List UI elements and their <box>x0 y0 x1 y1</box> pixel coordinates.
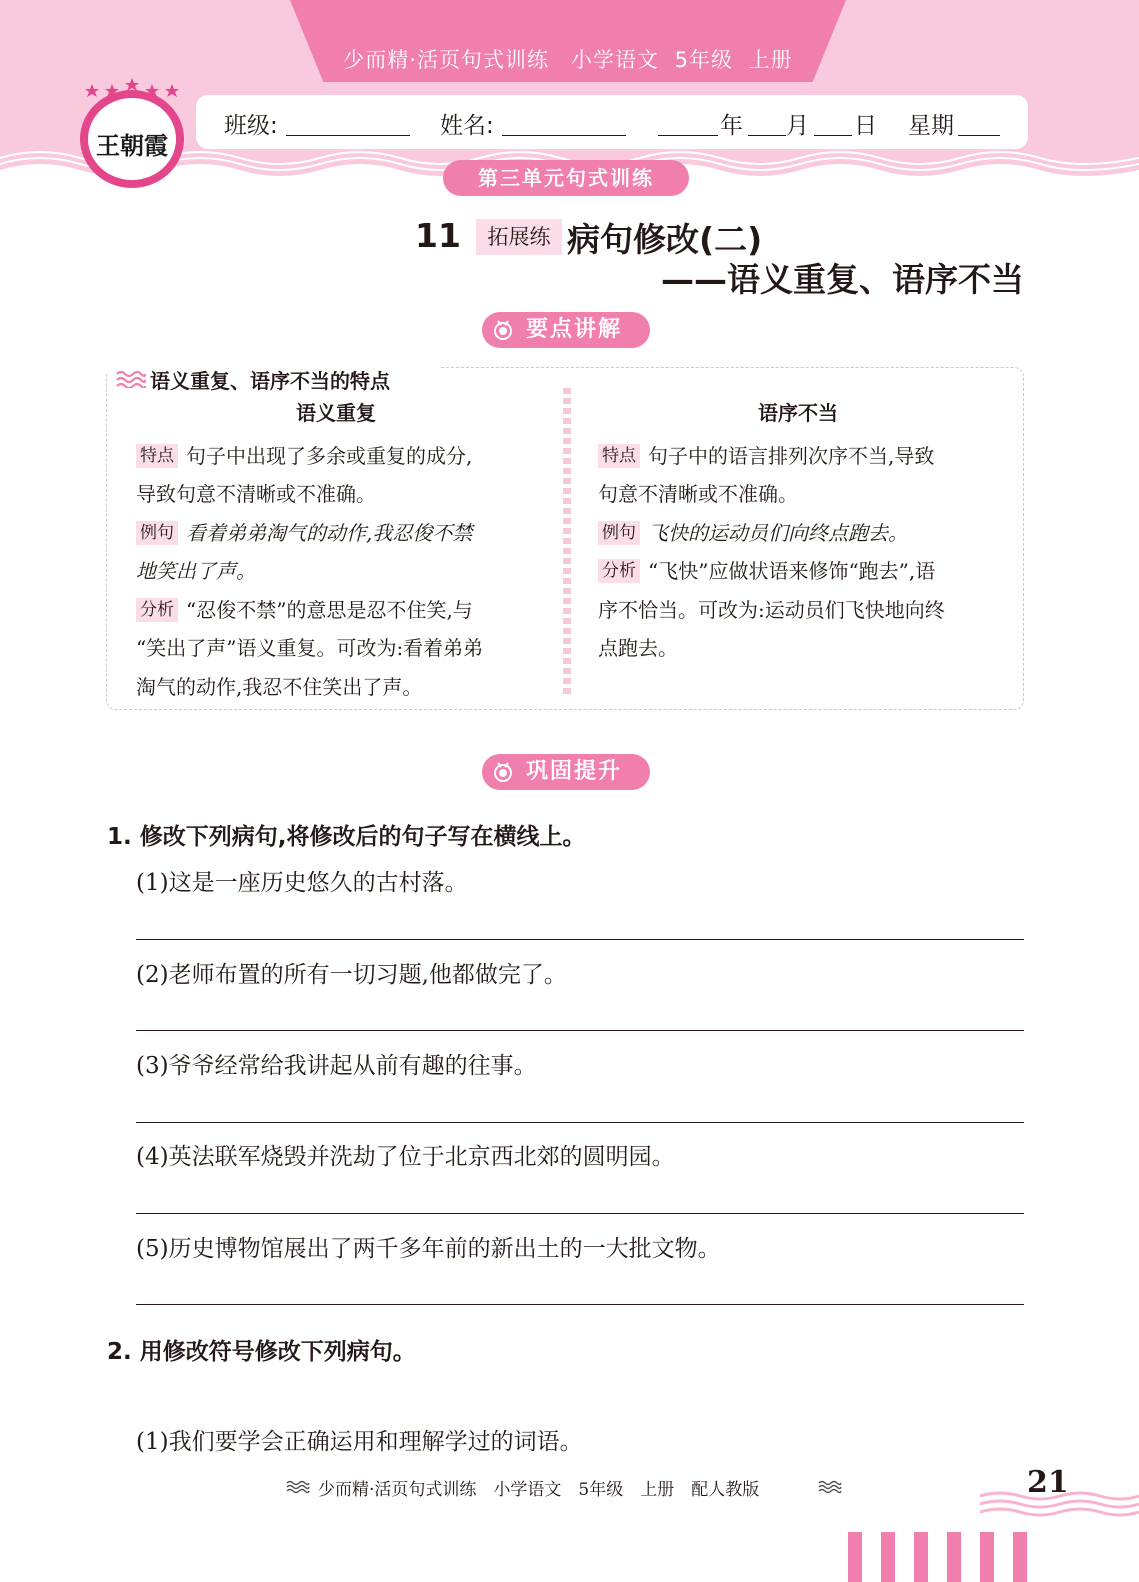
tag-feature: 特点 <box>136 444 178 468</box>
tag-example: 例句 <box>598 521 640 545</box>
left-column <box>136 394 536 706</box>
wave-icon <box>818 1480 842 1494</box>
lesson-tag: 拓展练 <box>476 219 562 255</box>
decor-bar <box>980 1532 994 1582</box>
name-label: 姓名: <box>440 113 494 139</box>
right-analysis <box>598 552 998 591</box>
right-example-line1: 飞快的运动员们向终点跑去。 <box>648 520 908 545</box>
question-1-title: 1. 修改下列病句,将修改后的句子写在横线上。 <box>107 824 586 850</box>
lesson-number: 11 <box>415 216 461 255</box>
right-feature <box>598 437 998 476</box>
tag-analysis: 分析 <box>136 598 178 622</box>
month-field[interactable] <box>748 135 786 136</box>
brand-logo <box>80 70 186 188</box>
tag-example: 例句 <box>136 521 178 545</box>
decor-bar <box>914 1532 928 1582</box>
logo-text: 王朝霞 <box>96 131 168 160</box>
answer-line-3[interactable] <box>136 1122 1024 1123</box>
decor-bar <box>947 1532 961 1582</box>
wave-icon <box>286 1480 310 1494</box>
year-label: 年 <box>720 113 743 139</box>
left-feature-line2: 导致句意不清晰或不准确。 <box>136 482 376 506</box>
month-label: 月 <box>786 113 809 139</box>
student-info-bar <box>196 95 1028 149</box>
question-1-item-1: (1)这是一座历史悠久的古村落。 <box>136 870 468 896</box>
left-example <box>136 514 536 553</box>
left-analysis-line2: “笑出了声”语义重复。可改为:看着弟弟 <box>136 636 484 660</box>
answer-line-5[interactable] <box>136 1304 1024 1305</box>
page-number: 21 <box>1027 1465 1069 1500</box>
medal-icon <box>492 319 514 341</box>
answer-line-2[interactable] <box>136 1030 1024 1031</box>
decor-bar <box>848 1532 862 1582</box>
name-field[interactable] <box>502 135 626 136</box>
decor-bar <box>1013 1532 1027 1582</box>
left-example-line2: 地笑出了声。 <box>136 559 256 583</box>
right-column <box>598 394 998 668</box>
unit-badge: 第三单元句式训练 <box>443 160 689 196</box>
question-1-item-4: (4)英法联军烧毁并洗劫了位于北京西北郊的圆明园。 <box>136 1144 675 1170</box>
left-analysis-line1: “忍俊不禁”的意思是忍不住笑,与 <box>186 597 473 622</box>
left-feature <box>136 437 536 476</box>
question-1-item-5: (5)历史博物馆展出了两千多年前的新出土的一大批文物。 <box>136 1236 721 1262</box>
day-field[interactable] <box>814 135 852 136</box>
right-example <box>598 514 998 553</box>
left-example-line1: 看着弟弟淘气的动作,我忍俊不禁 <box>186 520 473 545</box>
decor-bar <box>881 1532 895 1582</box>
section-practice <box>482 754 650 790</box>
question-1-item-3: (3)爷爷经常给我讲起从前有趣的往事。 <box>136 1053 537 1079</box>
series-title: 少而精·活页句式训练 小学语文 5年级 上册 <box>343 48 793 72</box>
column-divider <box>563 388 571 698</box>
lesson-subtitle: ——语义重复、语序不当 <box>661 260 1024 299</box>
answer-line-1[interactable] <box>136 939 1024 940</box>
class-label: 班级: <box>224 113 278 139</box>
section-key-points <box>482 312 650 348</box>
left-feature-line1: 句子中出现了多余或重复的成分, <box>186 443 473 468</box>
tag-feature: 特点 <box>598 444 640 468</box>
footer-series: 少而精·活页句式训练 小学语文 5年级 上册 配人教版 <box>318 1480 760 1500</box>
weekday-label: 星期 <box>908 113 954 139</box>
left-analysis-line3: 淘气的动作,我忍不住笑出了声。 <box>136 674 423 699</box>
wave-icon <box>116 370 146 388</box>
feature-box-heading: 语义重复、语序不当的特点 <box>150 369 390 393</box>
answer-line-4[interactable] <box>136 1213 1024 1214</box>
tag-analysis: 分析 <box>598 559 640 583</box>
left-analysis <box>136 591 536 630</box>
weekday-field[interactable] <box>958 135 1000 136</box>
right-column-title: 语序不当 <box>758 401 838 425</box>
right-analysis-line2: 序不恰当。可改为:运动员们飞快地向终 <box>598 597 945 622</box>
section-practice-label: 巩固提升 <box>526 759 623 784</box>
question-1-item-2: (2)老师布置的所有一切习题,他都做完了。 <box>136 962 567 988</box>
right-analysis-line3: 点跑去。 <box>598 636 678 660</box>
question-2-item-1: (1)我们要学会正确运用和理解学过的词语。 <box>136 1429 583 1455</box>
day-label: 日 <box>854 113 877 139</box>
left-column-title: 语义重复 <box>296 401 376 425</box>
medal-icon <box>492 761 514 783</box>
right-feature-line2: 句意不清晰或不准确。 <box>598 482 798 506</box>
right-analysis-line1: “飞快”应做状语来修饰“跑去”,语 <box>648 559 936 583</box>
question-2-title: 2. 用修改符号修改下列病句。 <box>107 1339 416 1365</box>
year-field[interactable] <box>658 135 718 136</box>
section-key-points-label: 要点讲解 <box>526 317 623 342</box>
lesson-title: 病句修改(二) <box>567 220 763 259</box>
class-field[interactable] <box>286 135 410 136</box>
right-feature-line1: 句子中的语言排列次序不当,导致 <box>648 443 935 468</box>
